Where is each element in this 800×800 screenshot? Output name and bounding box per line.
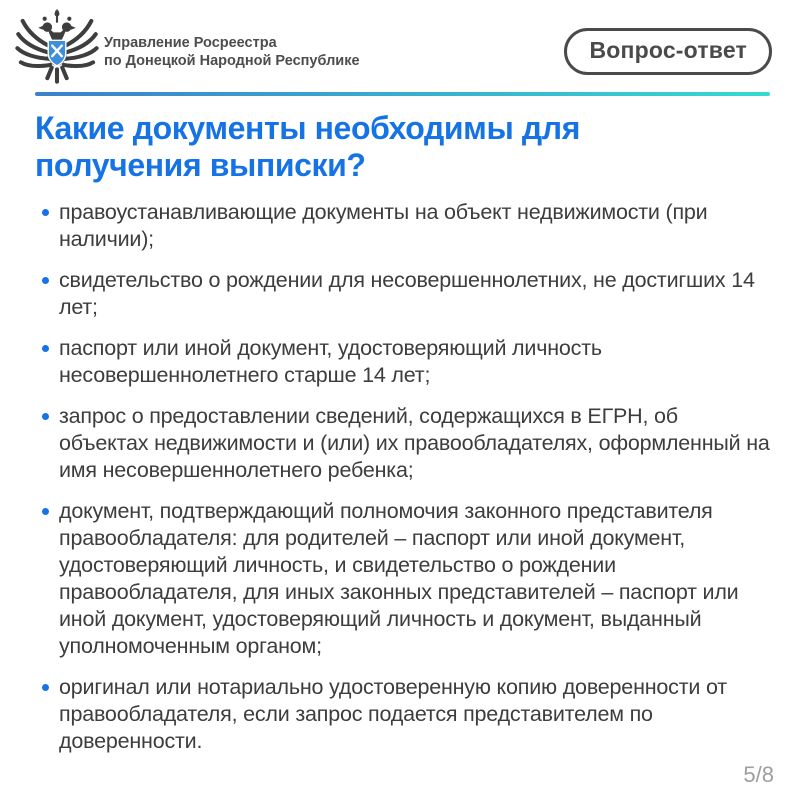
page-indicator: 5/8: [743, 762, 774, 787]
bullet-dot: [42, 684, 49, 691]
list-item-text: свидетельство о рождении для несовершеннолетних, не достигших 14 лет;: [59, 268, 755, 319]
document-list: [42, 199, 772, 755]
list-item: [42, 403, 772, 484]
bullet-dot: [42, 345, 49, 352]
list-item: [42, 674, 772, 755]
rosreestr-eagle-icon: [12, 6, 102, 94]
brand-block: [12, 6, 360, 94]
list-item-text: паспорт или иной документ, удостоверяющий личность несовершеннолетнего старше 14 лет;: [59, 336, 602, 387]
list-item-text: запрос о предоставлении сведений, содержащихся в ЕГРН, об объектах недвижимости и (или) их правообладателях, оформленный на имя несовершеннолетнего ребенка;: [59, 404, 770, 482]
qa-badge: Вопрос-ответ: [564, 28, 772, 75]
list-item: [42, 199, 772, 253]
org-name-line2: по Донецкой Народной Республике: [104, 53, 360, 69]
list-item-text: оригинал или нотариально удостоверенную копию доверенности от правообладателя, если запрос подается представителем по доверенности.: [59, 675, 727, 753]
bullet-dot: [42, 209, 49, 216]
list-item-text: правоустанавливающие документы на объект недвижимости (при наличии);: [59, 200, 708, 251]
bullet-dot: [42, 508, 49, 515]
org-name: [104, 34, 360, 70]
org-name-line1: Управление Росреестра: [104, 35, 277, 51]
header: [0, 0, 800, 90]
bullet-dot: [42, 413, 49, 420]
bullet-dot: [42, 277, 49, 284]
list-item: [42, 335, 772, 389]
page-title: Какие документы необходимы для получения выписки?: [35, 110, 580, 183]
list-item: [42, 267, 772, 321]
list-item-text: документ, подтверждающий полномочия законного представителя правообладателя: для родителей – паспорт или иной документ, удостоверяющий личность, и свидетельство о рождении правообладателя, для иных законных представителей – паспорт или иной документ, удостоверяющий личность и документ, выданный уполномоченным органом;: [59, 499, 739, 658]
list-item: [42, 498, 772, 660]
